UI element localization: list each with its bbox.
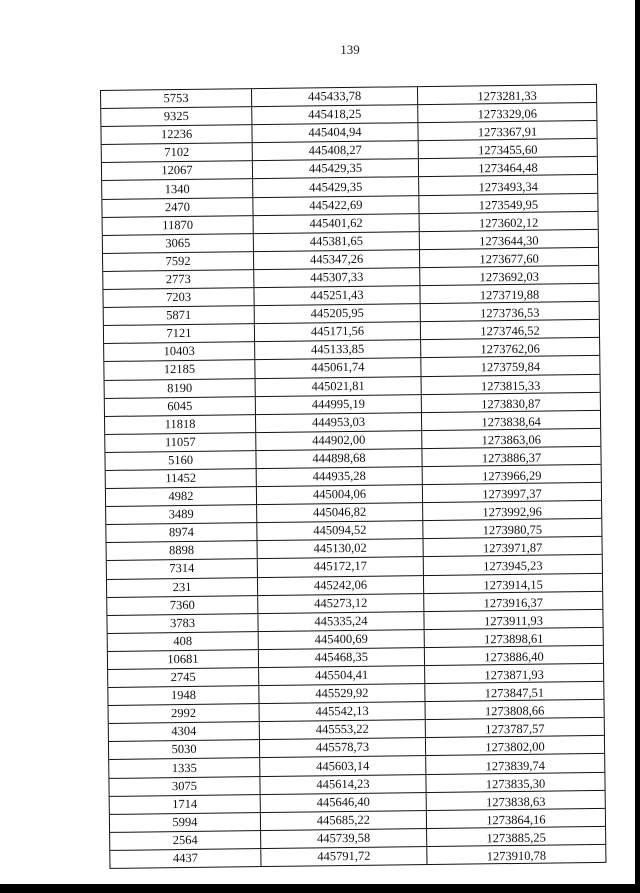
x-coordinate-cell: 445685,22 [261,811,427,830]
point-id-cell: 5871 [104,306,255,325]
y-coordinate-cell: 1273719,88 [479,287,540,303]
x-coordinate-cell: 445429,35 [253,178,419,197]
x-coordinate-cell: 445468,35 [259,648,425,667]
y-coordinate-cell: 1273886,40 [484,649,544,665]
y-coordinate-cell: 1273886,37 [481,450,542,466]
point-id-cell: 2470 [102,198,253,217]
x-coordinate-cell: 445614,23 [260,775,426,794]
y-coordinate-cell: 1273692,03 [479,269,540,285]
x-coordinate-cell: 444898,68 [256,449,422,468]
y-coordinate-cell: 1273802,00 [485,740,545,755]
x-coordinate-cell: 445401,62 [254,214,420,233]
y-coordinate-cell: 1273910,78 [486,848,547,864]
point-id-cell: 6045 [105,397,256,416]
scan-edge-right [635,0,640,893]
x-coordinate-cell: 445791,72 [261,847,427,866]
y-coordinate-cell: 1273971,87 [482,541,543,556]
y-coordinate-cell: 1273464,48 [478,161,538,176]
x-coordinate-cell: 445578,73 [260,738,426,757]
point-id-cell: 7314 [107,560,258,579]
coordinates-table [100,84,606,869]
x-coordinate-cell: 445418,25 [252,105,418,124]
y-coordinate-cell: 1273787,57 [485,721,545,737]
point-id-cell: 1948 [108,686,259,705]
y-coordinate-cell: 1273549,95 [478,197,539,212]
x-coordinate-cell: 445094,52 [257,521,423,540]
point-id-cell: 7592 [103,252,254,271]
point-id-cell: 8190 [105,379,256,398]
point-id-cell: 11057 [105,433,256,452]
x-coordinate-cell: 445739,58 [261,829,427,848]
point-id-cell: 10681 [108,650,259,669]
x-coordinate-cell: 445046,82 [257,503,423,522]
point-id-cell: 2564 [110,831,261,850]
x-coordinate-cell: 445553,22 [260,720,426,739]
point-id-cell: 11870 [103,216,254,235]
scan-edge-bottom [0,884,640,893]
x-coordinate-cell: 445542,13 [260,702,426,721]
point-id-cell: 12185 [104,361,255,380]
y-coordinate-cell: 1273838,63 [485,794,546,810]
x-coordinate-cell: 445400,69 [259,630,425,649]
y-coordinate-cell: 1273864,16 [486,812,546,828]
x-coordinate-cell: 445061,74 [255,359,421,378]
point-id-cell: 11452 [106,469,257,488]
x-coordinate-cell: 444995,19 [256,395,422,414]
x-coordinate-cell: 445273,12 [258,594,424,613]
point-id-cell: 2992 [109,704,260,723]
point-id-cell: 2745 [108,668,259,687]
point-id-cell: 10403 [104,342,255,361]
x-coordinate-cell: 445242,06 [258,576,424,595]
x-coordinate-cell: 445172,17 [258,558,424,577]
y-coordinate-cell: 1273863,06 [481,432,542,448]
x-coordinate-cell: 445529,92 [259,684,425,703]
point-id-cell: 5030 [109,740,260,759]
point-id-cell: 7121 [104,324,255,343]
x-coordinate-cell: 445130,02 [258,539,424,558]
x-coordinate-cell: 445646,40 [261,793,427,812]
x-coordinate-cell: 445347,26 [254,250,420,269]
point-id-cell: 3489 [106,505,257,524]
point-id-cell: 1714 [110,795,261,814]
point-id-cell: 7203 [103,288,254,307]
x-coordinate-cell: 445171,56 [255,322,421,341]
y-coordinate-cell: 1273871,93 [484,667,544,683]
point-id-cell: 4437 [110,849,261,868]
y-coordinate-cell: 1273898,61 [483,631,544,647]
y-coordinate-cell: 1273367,91 [477,124,538,140]
y-coordinate-cell: 1273736,53 [479,305,540,321]
point-id-cell: 7360 [107,596,258,615]
x-coordinate-cell: 444935,28 [257,467,423,486]
x-coordinate-cell: 445381,65 [254,232,420,251]
y-coordinate-cell: 1273746,52 [480,323,540,339]
x-coordinate-cell: 445004,06 [257,485,423,504]
point-id-cell: 8898 [107,541,258,560]
x-coordinate-cell: 445335,24 [258,612,424,631]
y-coordinate-cell: 1273329,06 [477,106,538,122]
point-id-cell: 2773 [103,270,254,289]
y-coordinate-cell: 1273916,37 [483,595,544,611]
y-coordinate-cell: 1273914,15 [483,577,543,592]
point-id-cell: 231 [107,578,258,597]
point-id-cell: 5753 [101,89,252,108]
point-id-cell: 5994 [110,813,261,832]
point-id-cell: 9325 [101,107,252,126]
y-coordinate-cell: 1273911,93 [483,613,544,629]
x-coordinate-cell: 444902,00 [256,431,422,450]
y-coordinate-cell: 1273762,06 [480,342,540,357]
point-id-cell: 12067 [102,162,253,181]
y-coordinate-cell: 1273980,75 [482,522,543,538]
point-id-cell: 1335 [109,759,260,778]
y-coordinate-cell: 1273602,12 [478,215,539,231]
point-id-cell: 12236 [101,125,252,144]
point-id-cell: 3065 [103,234,254,253]
point-id-cell: 8974 [106,523,257,542]
y-coordinate-cell: 1273677,60 [479,251,539,267]
page-number: 139 [340,42,360,57]
y-coordinate-cell: 1273885,25 [486,830,546,846]
y-coordinate-cell: 1273966,29 [481,468,542,484]
point-id-cell: 7102 [102,143,253,162]
x-coordinate-cell: 445603,14 [260,757,426,776]
point-id-cell: 3783 [107,614,258,633]
y-coordinate-cell: 1273455,60 [477,142,538,158]
x-coordinate-cell: 445133,85 [255,340,421,359]
x-coordinate-cell: 445422,69 [253,196,419,215]
x-coordinate-cell: 444953,03 [256,413,422,432]
y-coordinate-cell: 1273808,66 [484,703,545,719]
y-coordinate-cell: 1273493,34 [478,179,538,194]
y-coordinate-cell: 1273992,96 [482,504,542,520]
y-coordinate-cell: 1273830,87 [481,396,541,412]
y-coordinate-cell: 1273759,84 [480,360,541,375]
x-coordinate-cell: 445404,94 [252,123,418,142]
point-id-cell: 408 [108,632,259,651]
point-id-cell: 11818 [105,415,256,434]
y-coordinate-cell: 1273838,64 [481,414,541,430]
x-coordinate-cell: 445429,35 [253,159,419,178]
x-coordinate-cell: 445251,43 [254,286,420,305]
y-coordinate-cell: 1273839,74 [485,758,546,773]
y-coordinate-cell: 1273847,51 [484,685,545,701]
y-coordinate-cell: 1273997,37 [482,486,542,502]
x-coordinate-cell: 445433,78 [252,87,418,106]
x-coordinate-cell: 445504,41 [259,666,425,685]
point-id-cell: 4982 [106,487,257,506]
y-coordinate-cell: 1273835,30 [485,776,546,791]
point-id-cell: 5160 [105,451,256,470]
y-coordinate-cell: 1273945,23 [483,559,543,574]
y-coordinate-cell: 1273281,33 [477,88,537,104]
y-coordinate-cell: 1273815,33 [480,378,541,393]
point-id-cell: 1340 [102,180,253,199]
x-coordinate-cell: 445021,81 [256,377,422,396]
x-coordinate-cell: 445307,33 [254,268,420,287]
point-id-cell: 4304 [109,722,260,741]
point-id-cell: 3075 [109,777,260,796]
y-coordinate-cell: 1273644,30 [479,233,539,249]
x-coordinate-cell: 445408,27 [253,141,419,160]
x-coordinate-cell: 445205,95 [255,304,421,323]
